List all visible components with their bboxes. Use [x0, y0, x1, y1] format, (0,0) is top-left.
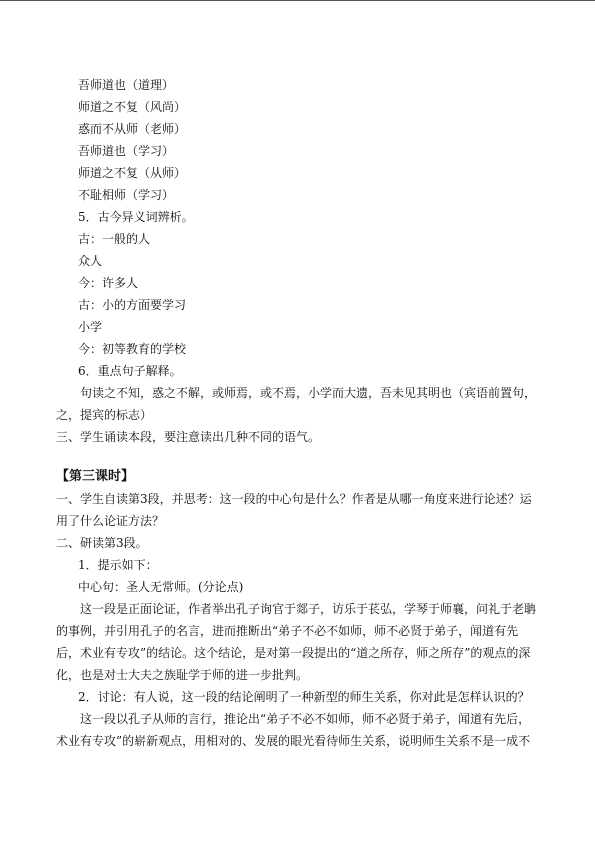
vocab-line: 吾师道也（学习） — [78, 144, 175, 158]
discussion-paragraph: 这一段以孔子从师的言行，推论出“弟子不必不如师，师不必贤于弟子，闻道有先后，术业有专攻”的崭新观点，用相对的、发展的眼光看待师生关系，说明师生关系不是一成不 — [56, 712, 531, 748]
analysis-paragraph: 这一段是正面论证，作者举出孔子询官于郯子，访乐于苌弘，学琴于师襄，问礼于老聃的事例，并引用孔子的名言，进而推断出“弟子不必不如师，师不必贤于弟子，闻道有先后，术业有专攻”的结论。这个结论，是对第一段提出的“道之所存，师之所存”的观点的深化，也是对士大夫之族耻学于师的进一步批判。 — [56, 602, 537, 682]
question-one: 一、学生自读第3段，并思考：这一段的中心句是什么？作者是从哪一角度来进行论述？运用了什么论证方法？ — [56, 492, 532, 528]
vocab-line: 6．重点句子解释。 — [78, 364, 182, 378]
vocab-list — [56, 74, 536, 382]
vocab-line: 古：小的方面要学习 — [78, 298, 187, 312]
vocab-line: 吾师道也（道理） — [78, 78, 175, 92]
vocab-line: 5．古今异义词辨析。 — [78, 210, 194, 224]
vocab-line: 古：一般的人 — [78, 232, 151, 246]
page-top-rule — [0, 0, 595, 1]
sentence-explanation: 句读之不知，惑之不解，或师焉，或不焉，小学而大遗，吾未见其明也（宾语前置句，之，提宾的标志） — [56, 386, 537, 422]
step-three: 三、学生诵读本段，要注意读出几种不同的语气。 — [56, 430, 321, 444]
vocab-line: 师道之不复（风尚） — [78, 100, 187, 114]
vocab-line: 不耻相师（学习） — [78, 188, 175, 202]
vocab-line: 师道之不复（从师） — [78, 166, 187, 180]
vocab-line: 今：初等教育的学校 — [78, 342, 187, 356]
discussion-prompt: 2．讨论：有人说，这一段的结论阐明了一种新型的师生关系，你对此是怎样认识的？ — [78, 690, 530, 704]
vocab-line: 小学 — [78, 320, 103, 334]
vocab-line: 众人 — [78, 254, 103, 268]
hint-title: 1．提示如下： — [78, 558, 158, 572]
vocab-line: 今：许多人 — [78, 276, 139, 290]
section-heading: 【第三课时】 — [56, 469, 135, 484]
question-two: 二、研读第3段。 — [56, 536, 148, 550]
vocab-line: 惑而不从师（老师） — [78, 122, 187, 136]
document-body — [56, 74, 536, 752]
center-sentence: 中心句：圣人无常师。(分论点) — [78, 580, 244, 594]
